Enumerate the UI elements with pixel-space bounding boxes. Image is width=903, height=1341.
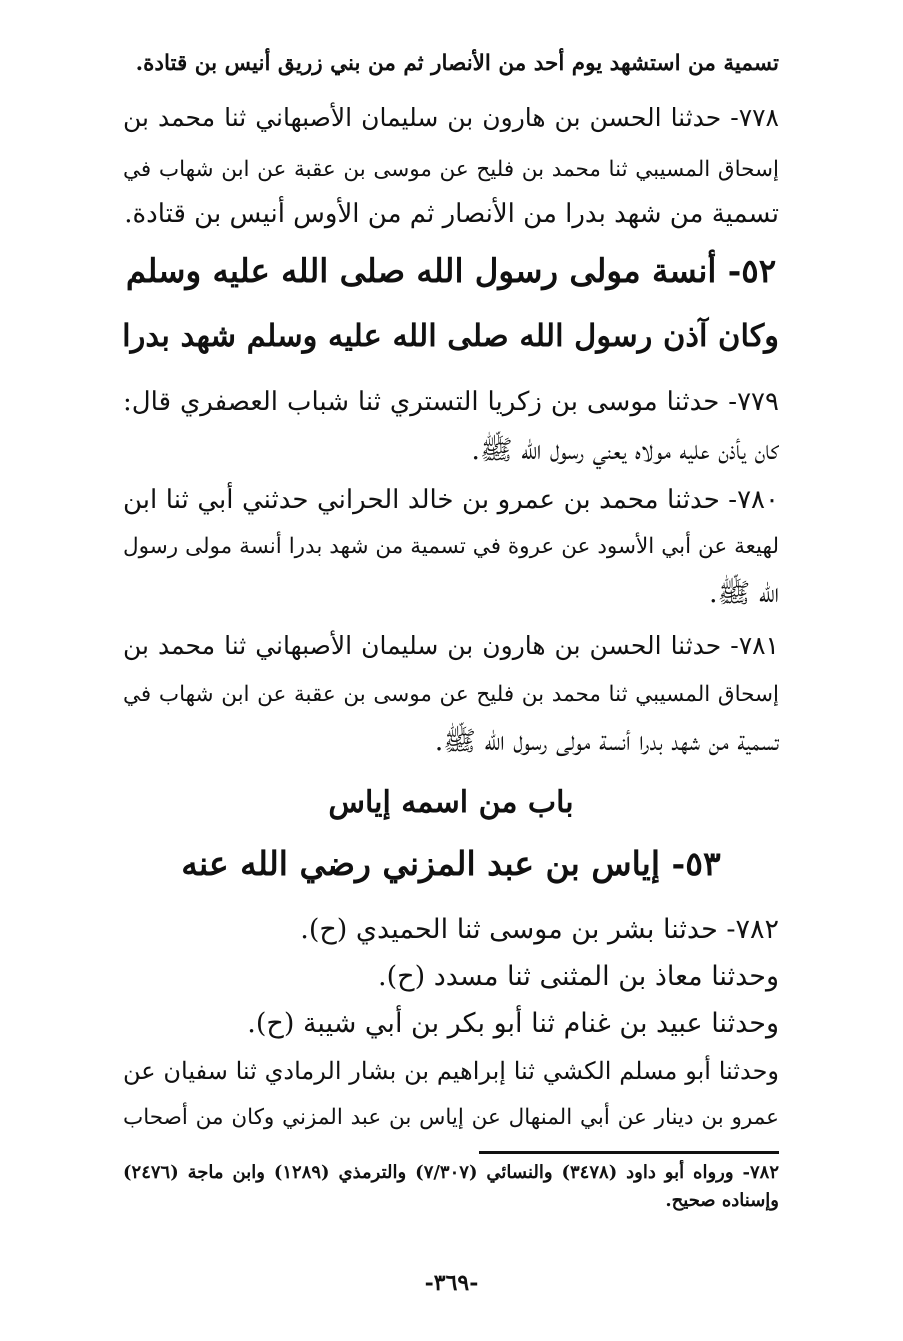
hadith-781-line-1: ٧٨١- حدثنا الحسن بن هارون بن سليمان الأصبهاني ثنا محمد بن (123, 631, 779, 660)
hadith-782-line-3: وحدثنا عبيد بن غنام ثنا أبو بكر بن أبي شيبة (ح). (247, 1008, 779, 1039)
chapter-heading: باب من اسمه إياس (328, 785, 574, 820)
hadith-782-line-1: ٧٨٢- حدثنا بشر بن موسى ثنا الحميدي (ح). (300, 914, 779, 945)
page-number: -٣٦٩- (424, 1270, 479, 1296)
hadith-778-line-1: ٧٧٨- حدثنا الحسن بن هارون بن سليمان الأصبهاني ثنا محمد بن (123, 103, 779, 132)
section-heading-53: ٥٣- إياس بن عبد المزني رضي الله عنه (181, 844, 721, 883)
hadith-780-line-2: لهيعة عن أبي الأسود عن عروة في تسمية من شهد بدرا أنسة مولى رسول (123, 534, 779, 559)
hadith-781-line-3: تسمية من شهد بدرا أنسة مولى رسول الله ﷺ. (434, 726, 779, 757)
text-line: تسمية من استشهد يوم أحد من الأنصار ثم من بني زريق أنيس بن قتادة. (135, 51, 779, 76)
hadith-778-line-2: إسحاق المسيبي ثنا محمد بن فليح عن موسى بن عقبة عن ابن شهاب في (123, 157, 779, 182)
section-heading-52: ٥٢- أنسة مولى رسول الله صلى الله عليه وسلم (125, 251, 777, 290)
footnote-line-1: ٧٨٢- ورواه أبو داود (٣٤٧٨) والنسائي (٧/٣٠٧) والترمذي (١٢٨٩) وابن ماجة (٢٤٧٦) (123, 1162, 779, 1183)
section-heading-52-subtitle: وكان آذن رسول الله صلى الله عليه وسلم شهد بدرا (122, 318, 779, 354)
hadith-782-line-4: وحدثنا أبو مسلم الكشي ثنا إبراهيم بن بشار الرمادي ثنا سفيان عن (123, 1057, 779, 1085)
hadith-778-line-3: تسمية من شهد بدرا من الأنصار ثم من الأوس أنيس بن قتادة. (124, 199, 779, 229)
hadith-781-line-2: إسحاق المسيبي ثنا محمد بن فليح عن موسى بن عقبة عن ابن شهاب في (123, 682, 779, 707)
hadith-779-line-1: ٧٧٩- حدثنا موسى بن زكريا التستري ثنا شباب العصفري قال: (123, 387, 779, 417)
footnote-line-2: وإسناده صحيح. (665, 1190, 779, 1211)
hadith-779-line-2: كان يأذن عليه مولاه يعني رسول الله ﷺ. (471, 435, 779, 466)
hadith-782-line-5: عمرو بن دينار عن أبي المنهال عن إياس بن عبد المزني وكان من أصحاب (123, 1105, 779, 1130)
hadith-780-line-3: الله ﷺ. (709, 578, 779, 609)
footnote-separator (479, 1151, 779, 1154)
hadith-780-line-1: ٧٨٠- حدثنا محمد بن عمرو بن خالد الحراني حدثني أبي ثنا ابن (123, 485, 779, 515)
hadith-782-line-2: وحدثنا معاذ بن المثنى ثنا مسدد (ح). (378, 961, 779, 992)
